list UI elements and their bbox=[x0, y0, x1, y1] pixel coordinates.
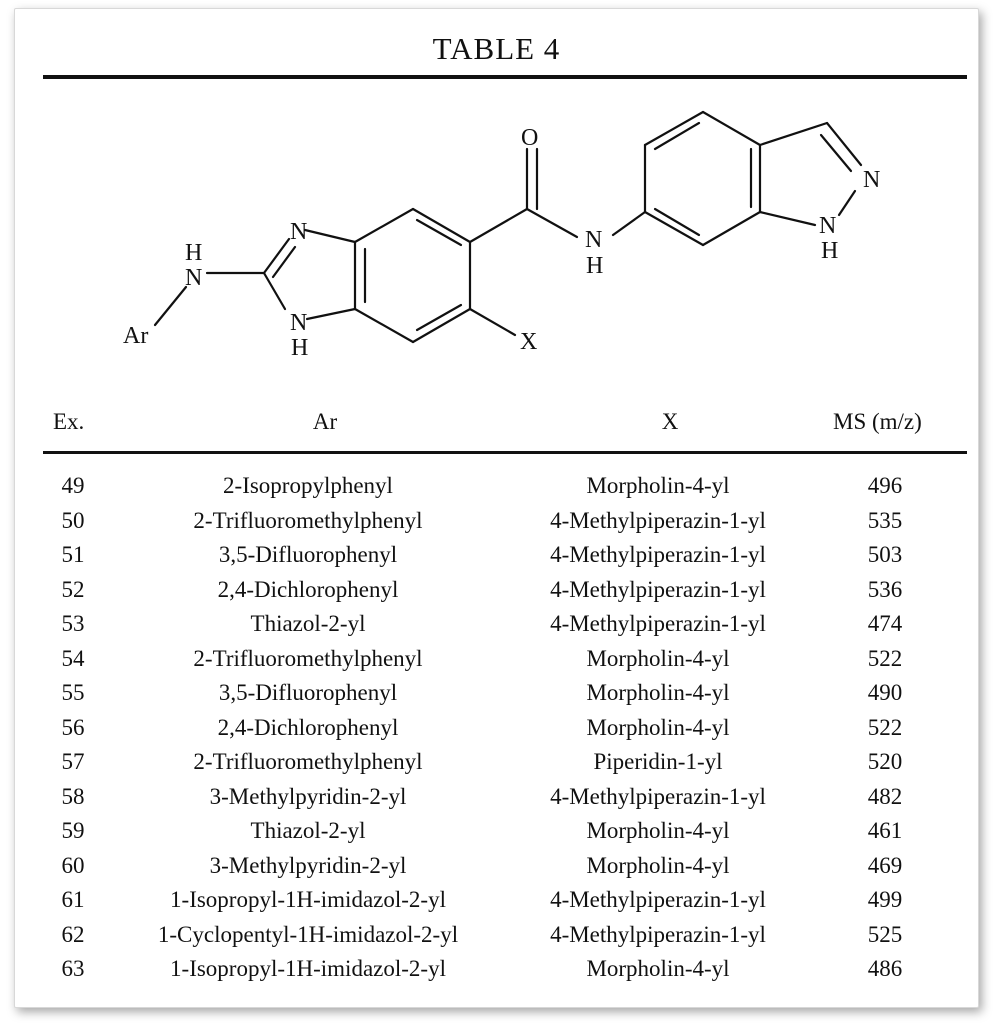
cell-ms: 525 bbox=[867, 921, 903, 947]
cell-ms: 461 bbox=[867, 818, 903, 843]
cell-x: Piperidin-1-yl bbox=[593, 749, 723, 774]
cell-ar: 2-Trifluoromethylphenyl bbox=[193, 749, 423, 774]
cell-ar: 3,5-Difluorophenyl bbox=[218, 542, 398, 567]
cell-ms: 522 bbox=[867, 714, 903, 740]
cell-ex: 50 bbox=[61, 507, 85, 533]
cell-ar: Thiazol-2-yl bbox=[250, 818, 366, 843]
pyrazole-nh-n-label: N bbox=[819, 213, 837, 239]
cell-ms: 522 bbox=[867, 645, 903, 671]
cell-ms: 482 bbox=[867, 783, 903, 809]
imidazole-nh-n-label: N bbox=[290, 310, 308, 336]
cell-x: Morpholin-4-yl bbox=[586, 473, 730, 498]
table-row bbox=[43, 814, 967, 849]
cell-ar: 1-Isopropyl-1H-imidazol-2-yl bbox=[170, 887, 446, 912]
cell-ms: 496 bbox=[867, 473, 903, 498]
top-rule bbox=[43, 75, 967, 79]
table-row bbox=[43, 745, 967, 780]
table-row bbox=[43, 607, 967, 642]
table-row bbox=[43, 504, 967, 539]
cell-x: 4-Methylpiperazin-1-yl bbox=[550, 887, 766, 912]
cell-ar: Thiazol-2-yl bbox=[250, 611, 366, 636]
cell-x: 4-Methylpiperazin-1-yl bbox=[550, 611, 766, 636]
cell-ar: 2-Trifluoromethylphenyl bbox=[193, 645, 423, 671]
cell-x: Morpholin-4-yl bbox=[586, 852, 730, 878]
carbonyl-oxygen-label: O bbox=[521, 125, 539, 151]
cell-ms: 520 bbox=[867, 749, 903, 774]
cell-x: Morpholin-4-yl bbox=[586, 714, 730, 740]
cell-x: Morpholin-4-yl bbox=[586, 818, 730, 843]
column-header-ex: Ex. bbox=[53, 409, 85, 434]
table-row bbox=[43, 538, 967, 573]
cell-ar: 1-Cyclopentyl-1H-imidazol-2-yl bbox=[157, 921, 459, 947]
amine-n-label: N bbox=[185, 265, 203, 291]
cell-ms: 535 bbox=[867, 507, 903, 533]
cell-x: Morpholin-4-yl bbox=[586, 956, 730, 981]
cell-ex: 59 bbox=[61, 818, 85, 843]
table-row bbox=[43, 952, 967, 987]
amide-n-label: N bbox=[585, 227, 603, 253]
column-header-ms: MS (m/z) bbox=[833, 409, 922, 434]
x-substituent-label: X bbox=[520, 329, 538, 355]
cell-ar: 1-Isopropyl-1H-imidazol-2-yl bbox=[170, 956, 446, 981]
cell-ex: 63 bbox=[61, 956, 85, 981]
cell-ar: 3-Methylpyridin-2-yl bbox=[209, 852, 407, 878]
cell-ex: 60 bbox=[61, 852, 85, 878]
column-header-x: X bbox=[661, 409, 679, 434]
cell-ar: 2,4-Dichlorophenyl bbox=[217, 576, 399, 602]
header-rule bbox=[43, 451, 967, 454]
table-row bbox=[43, 883, 967, 918]
cell-ex: 51 bbox=[61, 542, 85, 567]
table-row bbox=[43, 676, 967, 711]
imidazole-n-label: N bbox=[290, 219, 308, 245]
cell-ex: 52 bbox=[61, 576, 85, 602]
pyrazole-n-label: N bbox=[863, 167, 881, 193]
table-row bbox=[43, 711, 967, 746]
cell-x: 4-Methylpiperazin-1-yl bbox=[550, 507, 766, 533]
cell-ex: 49 bbox=[61, 473, 85, 498]
amine-h-label: H bbox=[185, 240, 203, 266]
cell-ms: 486 bbox=[867, 956, 903, 981]
amide-h-label: H bbox=[586, 253, 604, 279]
cell-ex: 61 bbox=[61, 887, 85, 912]
cell-ex: 57 bbox=[61, 749, 85, 774]
table-row bbox=[43, 918, 967, 953]
cell-x: 4-Methylpiperazin-1-yl bbox=[550, 542, 766, 567]
cell-ar: 3-Methylpyridin-2-yl bbox=[209, 783, 407, 809]
cell-ex: 58 bbox=[61, 783, 85, 809]
table-title: TABLE 4 bbox=[432, 31, 561, 66]
cell-ms: 536 bbox=[867, 576, 903, 602]
cell-ms: 474 bbox=[867, 611, 903, 636]
cell-ex: 55 bbox=[61, 680, 85, 705]
cell-ar: 2,4-Dichlorophenyl bbox=[217, 714, 399, 740]
cell-ms: 503 bbox=[867, 542, 903, 567]
table-row bbox=[43, 469, 967, 504]
cell-ar: 2-Trifluoromethylphenyl bbox=[193, 507, 423, 533]
column-header-ar: Ar bbox=[312, 409, 338, 434]
cell-ex: 62 bbox=[61, 921, 85, 947]
ar-label: Ar bbox=[123, 323, 149, 349]
table-card bbox=[14, 8, 979, 1008]
table-row bbox=[43, 849, 967, 884]
cell-ex: 56 bbox=[61, 714, 85, 740]
cell-x: Morpholin-4-yl bbox=[586, 680, 730, 705]
cell-x: 4-Methylpiperazin-1-yl bbox=[550, 576, 766, 602]
table-row bbox=[43, 573, 967, 608]
cell-x: Morpholin-4-yl bbox=[586, 645, 730, 671]
cell-x: 4-Methylpiperazin-1-yl bbox=[550, 783, 766, 809]
cell-ex: 53 bbox=[61, 611, 85, 636]
cell-ar: 2-Isopropylphenyl bbox=[223, 473, 393, 498]
cell-ms: 499 bbox=[867, 887, 903, 912]
table-row bbox=[43, 642, 967, 677]
cell-x: 4-Methylpiperazin-1-yl bbox=[550, 921, 766, 947]
cell-ar: 3,5-Difluorophenyl bbox=[218, 680, 398, 705]
pyrazole-nh-h-label: H bbox=[821, 238, 839, 264]
cell-ex: 54 bbox=[61, 645, 85, 671]
table-row bbox=[43, 780, 967, 815]
cell-ms: 490 bbox=[867, 680, 903, 705]
data-table bbox=[43, 469, 967, 987]
cell-ms: 469 bbox=[867, 852, 903, 878]
chemical-structure bbox=[15, 87, 978, 387]
imidazole-nh-h-label: H bbox=[291, 335, 309, 361]
